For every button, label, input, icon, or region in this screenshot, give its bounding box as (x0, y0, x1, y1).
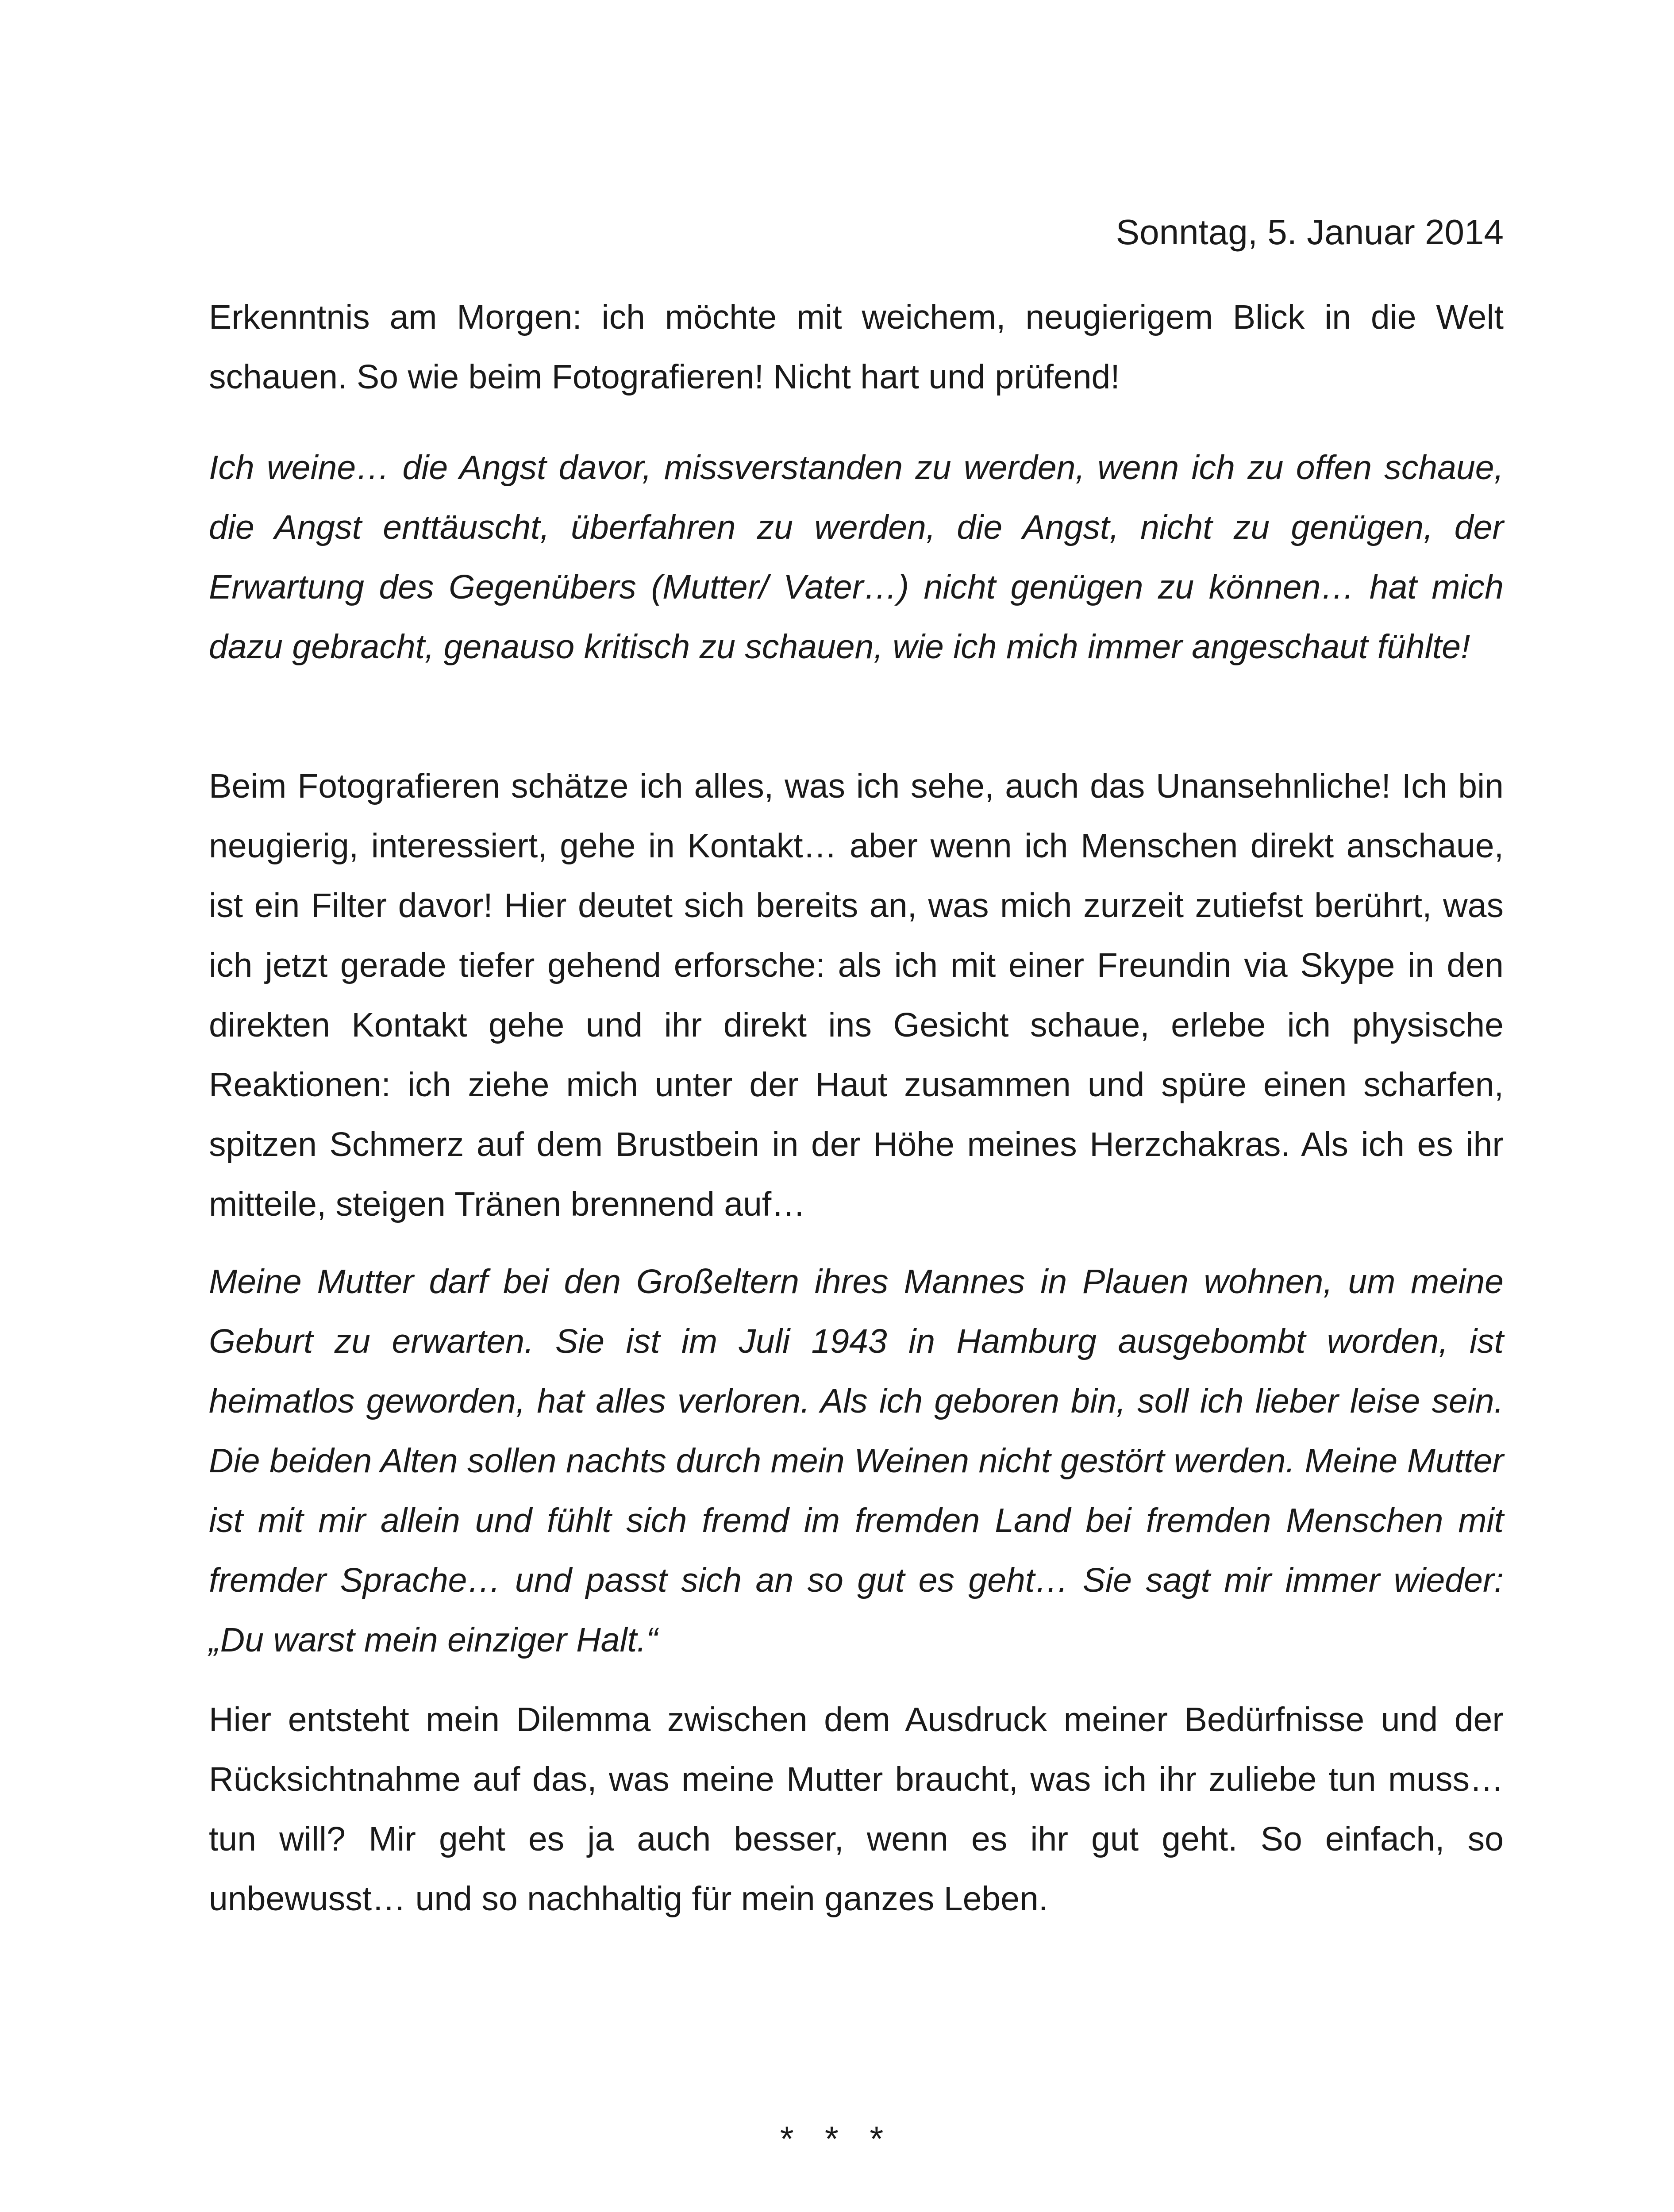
paragraph-italic-mother: Meine Mutter darf bei den Großeltern ihres Mannes in Plauen wohnen, um meine Geburt zu erwarten. Sie ist im Juli 1943 in Hamburg ausgebombt worden, ist heimatlos geworden, hat alles verloren. Als ich geboren bin, soll ich lieber leise sein. Die beiden Alten sollen nachts durch mein Weinen nicht gestört werden. Meine Mutter ist mit mir allein und fühlt sich fremd im fremden Land bei fremden Menschen mit fremder Sprache… und passt sich an so gut es geht… Sie sagt mir immer wieder: „Du warst mein einziger Halt.“ (209, 1263, 1504, 1659)
paragraph-photography: Beim Fotografieren schätze ich alles, was ich sehe, auch das Unansehnliche! Ich bin neugierig, interessiert, gehe in Kontakt… aber wenn ich Menschen direkt anschaue, ist ein Filter davor! Hier deutet sich bereits an, was mich zurzeit zutiefst berührt, was ich jetzt gerade tiefer gehend erforsche: als ich mit einer Freundin via Skype in den direkten Kontakt gehe und ihr direkt ins Gesicht schaue, erlebe ich physische Reaktionen: ich ziehe mich unter der Haut zusammen und spüre einen scharfen, spitzen Schmerz auf dem Brustbein in der Höhe meines Herzchakras. Als ich es ihr mitteile, steigen Tränen brennend auf… (209, 767, 1504, 1223)
paragraph-dilemma: Hier entsteht mein Dilemma zwischen dem Ausdruck meiner Bedürfnisse und der Rücksichtnahme auf das, was meine Mutter braucht, was ich ihr zuliebe tun muss… tun will? Mir geht es ja auch besser, wenn es ihr gut geht. So einfach, so unbewusst… und so nachhaltig für mein ganzes Leben. (209, 1701, 1504, 1918)
section-separator: * * * (780, 2119, 894, 2158)
paragraph-insight: Erkenntnis am Morgen: ich möchte mit weichem, neugierigem Blick in die Welt schauen. So wie beim Fotografieren! Nicht hart und prüfend! (209, 298, 1504, 396)
paragraph-italic-fear: Ich weine… die Angst davor, missverstanden zu werden, wenn ich zu offen schaue, die Angst enttäuscht, überfahren zu werden, die Angst, nicht zu genügen, der Erwartung des Gegenübers (Mutter/ Vater…) nicht genügen zu können… hat mich dazu gebracht, genauso kritisch zu schauen, wie ich mich immer angeschaut fühlte! (209, 449, 1504, 666)
entry-date: Sonntag, 5. Januar 2014 (1116, 212, 1504, 252)
